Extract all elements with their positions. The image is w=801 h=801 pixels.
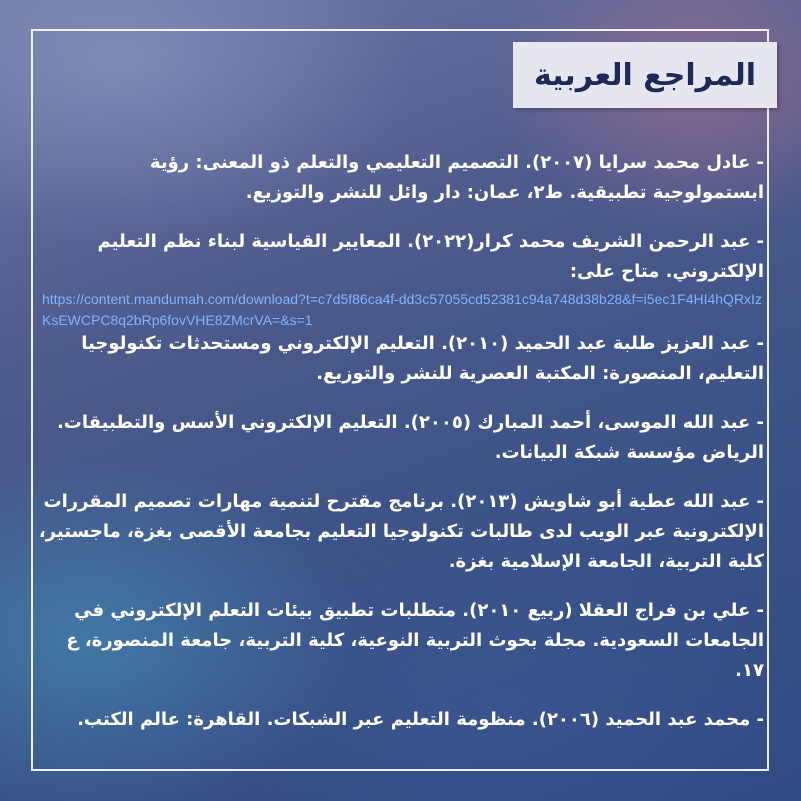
references-list: [36, 148, 764, 754]
reference-item: - عبد الله الموسى، أحمد المبارك (٢٠٠٥). التعليم الإلكتروني الأسس والتطبيقات. الرياض مؤسسة شبكة البيانات.: [56, 412, 764, 463]
title-box: [513, 42, 777, 108]
reference-item: - علي بن فراج العقلا (ربيع ٢٠١٠). متطلبات تطبيق بيئات التعلم الإلكتروني في الجامعات السعودية. مجلة بحوث التربية النوعية، كلية التربية، جامعة المنصورة، ع ١٧.: [66, 600, 764, 681]
reference-item: - عادل محمد سرايا (٢٠٠٧). التصميم التعليمي والتعلم ذو المعنى: رؤية ابستمولوجية تطبيقية. ط٢، عمان: دار وائل للنشر والتوزيع.: [149, 152, 764, 203]
reference-item: - محمد عبد الحميد (٢٠٠٦). منظومة التعليم عبر الشبكات. القاهرة: عالم الكتب.: [77, 709, 764, 730]
reference-link[interactable]: https://content.mandumah.com/download?t=c7d5f86ca4f-dd3c57055cd52381c94a748d38b28&f=i5ec1F4HI4hQRxIzKsEWCPC8q2bRp6fovVHE8ZMcrVA=&s=1: [42, 291, 762, 328]
reference-item: - عبد العزيز طلبة عبد الحميد (٢٠١٠). التعليم الإلكتروني ومستحدثات تكنولوجيا التعليم، المنصورة: المكتبة العصرية للنشر والتوزيع.: [81, 333, 764, 384]
reference-item: - عبد الله عطية أبو شاويش (٢٠١٣). برنامج مقترح لتنمية مهارات تصميم المقررات الإلكترونية عبر الويب لدى طالبات تكنولوجيا التعليم بجامعة الأقصى بغزة، ماجستير، كلية التربية، الجامعة الإسلامية بغزة.: [38, 491, 764, 572]
reference-item: - عبد الرحمن الشريف محمد كرار(٢٠٢٢). المعايير القياسية لبناء نظم التعليم الإلكتروني. متاح على:: [97, 231, 764, 282]
page-title: المراجع العربية: [533, 57, 756, 93]
